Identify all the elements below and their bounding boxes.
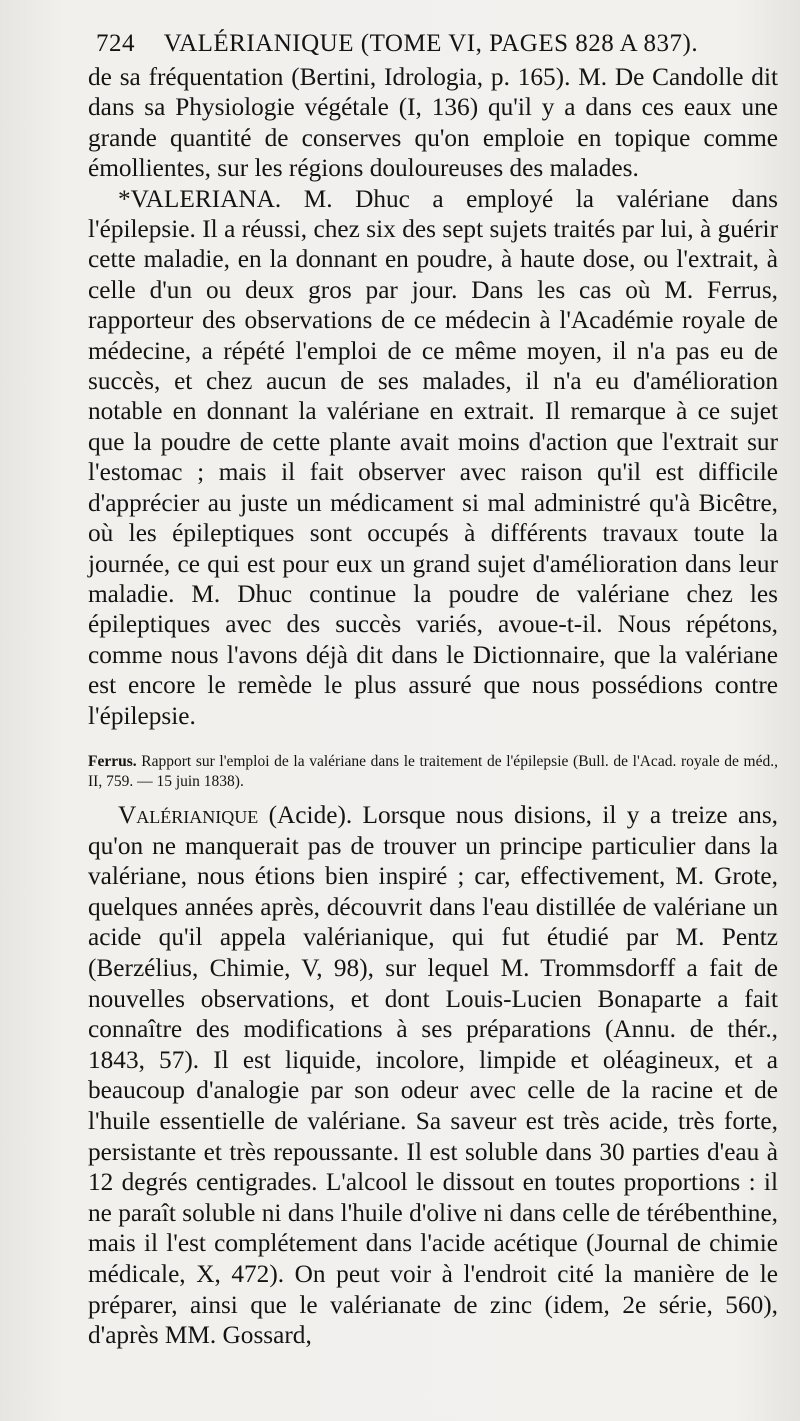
footnote-author: Ferrus.: [88, 753, 137, 770]
entry-heading-valeriana: *VALERIANA.: [118, 184, 282, 213]
footnote-text: Rapport sur l'emploi de la valériane dans le traitement de l'épilepsie (Bull. de l'Acad. royale de méd., II, 759. — 15 juin 1838).: [88, 753, 778, 790]
main-text: [88, 62, 778, 731]
footnote-reference: [88, 752, 778, 792]
paragraph-continuation: de sa fréquentation (Bertini, Idrologia, p. 165). M. De Candolle dit dans sa Physiologie végétale (I, 136) qu'il y a dans ces eaux une grande quantité de conserves qu'on emploie en topique comme émollientes, sur les régions douloureuses des malades.: [88, 63, 778, 183]
entry-text-valerianique: (Acide). Lorsque nous disions, il y a treize ans, qu'on ne manquerait pas de trouver un principe particulier dans la valériane, nous étions bien inspiré ; car, effectivement, M. Grote, quelques années après, découvrit dans l'eau distillée de valériane un acide qu'il appela valérianique, qui fut étudié par M. Pentz (Berzélius, Chimie, V, 98), sur lequel M. Trommsdorff a fait de nouvelles observations, et dont Louis-Lucien Bonaparte a fait connaître des modifications à ses préparations (Annu. de thér., 1843, 57). Il est liquide, incolore, limpide et oléagineux, et a beaucoup d'analogie par son odeur avec celle de la racine et de l'huile essentielle de valériane. Sa saveur est très acide, très forte, persistante et très repoussante. Il est soluble dans 30 parties d'eau à 12 degrés centigrades. L'alcool le dissout en toutes proportions : il ne paraît soluble ni dans l'huile d'olive ni dans celle de térébenthine, mais il l'est complétement dans l'acide acétique (Journal de chimie médicale, X, 472). On peut voir à l'endroit cité la manière de le préparer, ainsi que le valérianate de zinc (idem, 2e série, 560), d'après MM. Gossard,: [88, 801, 778, 1350]
entry-text-valeriana: M. Dhuc a employé la valériane dans l'épilepsie. Il a réussi, chez six des sept sujets traités par lui, à guérir cette maladie, en la donnant en poudre, à haute dose, ou l'extrait, à celle d'un ou deux gros par jour. Dans les cas où M. Ferrus, rapporteur des observations de ce médecin à l'Académie royale de médecine, a répété l'emploi de ce même moyen, il n'a pas eu de succès, et chez aucun de ses malades, il n'a eu d'amélioration notable en donnant la valériane en extrait. Il remarque à ce sujet que la poudre de cette plante avait moins d'action que l'extrait sur l'estomac ; mais il fait observer avec raison qu'il est difficile d'apprécier au juste un médicament si mal administré qu'à Bicêtre, où les épileptiques sont occupés à différents travaux toute la journée, ce qui est pour eux un grand sujet d'amélioration dans leur maladie. M. Dhuc continue la poudre de valériane chez les épileptiques avec des succès variés, avoue-t-il. Nous répétons, comme nous l'avons déjà dit dans le Dictionnaire, que la valériane est encore le remède le plus assuré que nous possédions contre l'épilepsie.: [88, 184, 778, 730]
paragraph-valerianique: [88, 800, 778, 1351]
running-header: [96, 30, 736, 58]
article-valerianique: [88, 800, 778, 1351]
running-title: VALÉRIANIQUE (TOME VI, PAGES 828 A 837).: [163, 30, 699, 57]
entry-heading-valerianique: Valérianique: [118, 801, 259, 829]
page-number: 724: [96, 30, 135, 57]
paragraph-valeriana: [88, 184, 778, 731]
